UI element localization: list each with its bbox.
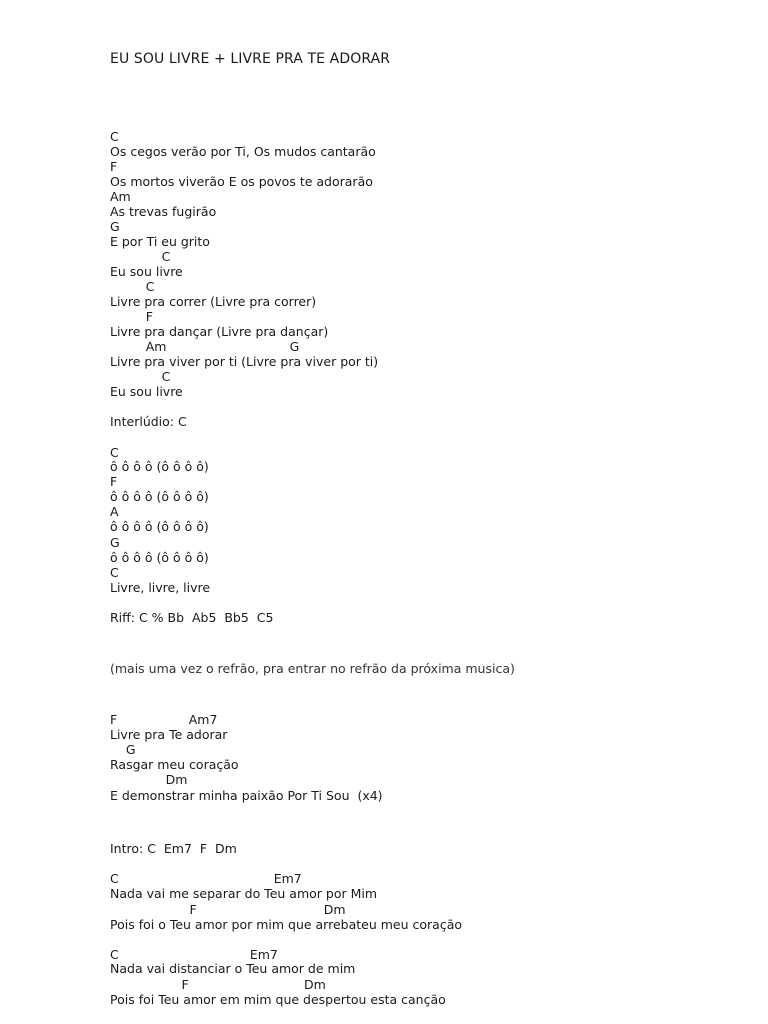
- note-line: (mais uma vez o refrão, pra entrar no refrão da próxima musica): [110, 661, 515, 676]
- chord-line: F Am7: [110, 712, 218, 727]
- lyric-line: Livre pra dançar (Livre pra dançar): [110, 324, 329, 339]
- lyric-line: Pois foi Teu amor em mim que despertou esta canção: [110, 992, 446, 1007]
- lyric-line: Os mortos viverão E os povos te adorarão: [110, 174, 373, 189]
- chord-line: F Dm: [110, 902, 346, 917]
- chord-line: C: [110, 369, 171, 384]
- chord-line: C: [110, 129, 119, 144]
- lyric-line: ô ô ô ô (ô ô ô ô): [110, 489, 209, 504]
- chord-line: C: [110, 445, 119, 460]
- lyric-line: Nada vai distanciar o Teu amor de mim: [110, 961, 356, 976]
- chord-line: F: [110, 159, 118, 174]
- riff-line: Riff: C % Bb Ab5 Bb5 C5: [110, 610, 274, 625]
- lyric-line: Livre pra viver por ti (Livre pra viver por ti): [110, 354, 379, 369]
- chord-line: Am: [110, 189, 131, 204]
- lyric-line: Eu sou livre: [110, 384, 183, 399]
- chord-line: G: [110, 742, 136, 757]
- chord-line: C Em7: [110, 871, 302, 886]
- lyric-line: ô ô ô ô (ô ô ô ô): [110, 459, 209, 474]
- chord-line: F: [110, 309, 153, 324]
- chord-line: G: [110, 219, 120, 234]
- lyric-line: E demonstrar minha paixão Por Ti Sou (x4): [110, 788, 383, 803]
- chord-line: G: [110, 535, 120, 550]
- lyric-line: ô ô ô ô (ô ô ô ô): [110, 550, 209, 565]
- lyric-line: ô ô ô ô (ô ô ô ô): [110, 519, 209, 534]
- lyric-line: Pois foi o Teu amor por mim que arrebateu meu coração: [110, 917, 463, 932]
- lyric-line: Livre pra Te adorar: [110, 727, 228, 742]
- chord-line: C Em7: [110, 947, 278, 962]
- lyric-line: Nada vai me separar do Teu amor por Mim: [110, 886, 378, 901]
- lyric-line: Livre pra correr (Livre pra correr): [110, 294, 317, 309]
- lyric-line: Os cegos verão por Ti, Os mudos cantarão: [110, 144, 376, 159]
- lyric-line: Livre, livre, livre: [110, 580, 211, 595]
- lyric-line: Rasgar meu coração: [110, 757, 239, 772]
- lyric-line: Eu sou livre: [110, 264, 183, 279]
- intro-line: Intro: C Em7 F Dm: [110, 841, 237, 856]
- chord-line: A: [110, 504, 119, 519]
- chord-line: C: [110, 279, 155, 294]
- chord-line: Dm: [110, 772, 188, 787]
- chord-line: F: [110, 474, 118, 489]
- chord-line: F Dm: [110, 977, 326, 992]
- lyric-line: E por Ti eu grito: [110, 234, 210, 249]
- lyric-line: As trevas fugirão: [110, 204, 217, 219]
- interlude-line: Interlúdio: C: [110, 414, 187, 429]
- chord-line: C: [110, 249, 171, 264]
- chord-line: C: [110, 565, 119, 580]
- chord-line: Am G: [110, 339, 300, 354]
- song-title: EU SOU LIVRE + LIVRE PRA TE ADORAR: [110, 51, 391, 67]
